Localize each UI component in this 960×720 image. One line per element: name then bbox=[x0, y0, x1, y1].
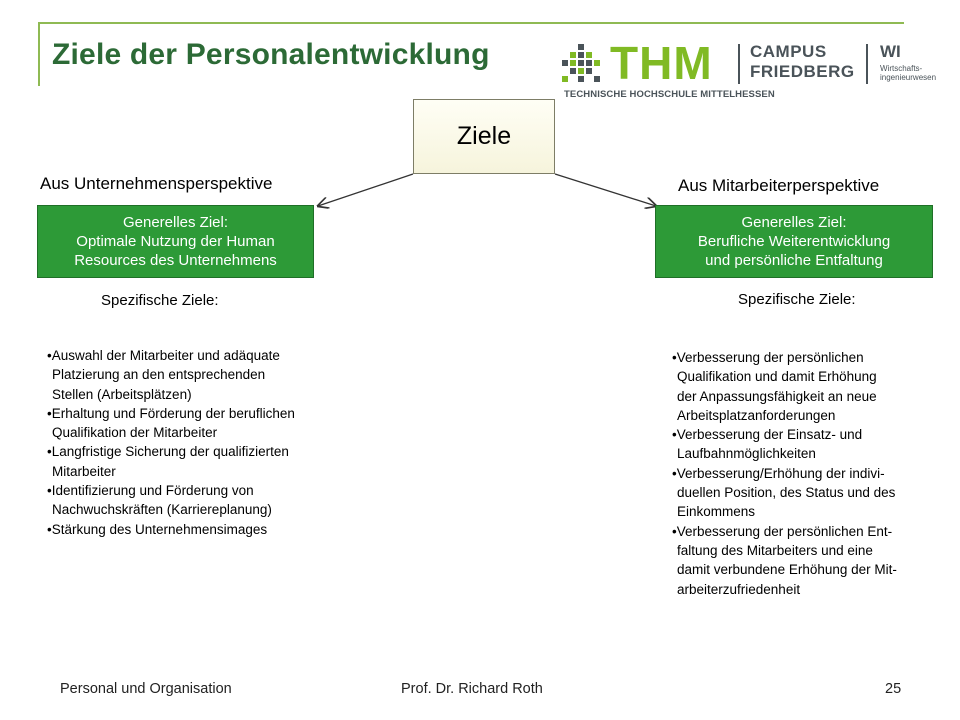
goals-box bbox=[413, 99, 555, 174]
company-perspective-heading: Aus Unternehmensperspektive bbox=[40, 174, 273, 193]
logo-campus-line1: CAMPUS bbox=[750, 42, 827, 61]
logo-dept: WI bbox=[880, 42, 901, 61]
employee-specific-goals-label: Spezifische Ziele: bbox=[738, 291, 856, 308]
employee-goal-line1: Generelles Ziel: bbox=[741, 214, 847, 231]
slide-title: Ziele der Personalentwicklung bbox=[52, 38, 490, 71]
logo-dept-sub2: ingenieurwesen bbox=[880, 73, 937, 82]
footer-course: Personal und Organisation bbox=[60, 681, 232, 697]
arrow-right bbox=[555, 174, 656, 206]
employee-goal-line3: und persönliche Entfaltung bbox=[705, 252, 883, 269]
company-goal-line1: Generelles Ziel: bbox=[122, 214, 229, 231]
list-item: •Erhaltung und Förderung der beruflichen Qualifikation der Mitarbeiter bbox=[47, 405, 295, 441]
list-item: •Identifizierung und Förderung von Nachwuchskräften (Karriereplanung) bbox=[47, 483, 272, 518]
employee-goal-line2: Berufliche Weiterentwicklung bbox=[697, 233, 891, 250]
arrow-left bbox=[318, 174, 413, 206]
logo-wordmark: THM bbox=[610, 37, 713, 89]
footer-author: Prof. Dr. Richard Roth bbox=[401, 681, 543, 697]
company-goals-list bbox=[47, 346, 295, 539]
logo-subtitle: TECHNISCHE HOCHSCHULE MITTELHESSEN bbox=[564, 89, 775, 100]
employee-goals-list bbox=[672, 348, 897, 599]
footer-page-number: 25 bbox=[885, 681, 902, 697]
list-item: •Verbesserung/Erhöhung der indivi- duellen Position, des Status und des Einkommens bbox=[672, 465, 896, 520]
employee-perspective-heading: Aus Mitarbeiterperspektive bbox=[678, 176, 880, 195]
company-specific-goals-label: Spezifische Ziele: bbox=[101, 292, 219, 309]
company-general-goal-box bbox=[37, 205, 314, 278]
list-item: •Verbesserung der persönlichen Qualifikation und damit Erhöhung der Anpassungsfähigkeit an neue Arbeitsplatzanforderungen bbox=[672, 350, 877, 423]
company-goal-line3: Resources des Unternehmens bbox=[74, 252, 277, 269]
list-item: •Verbesserung der Einsatz- und Laufbahnmöglichkeiten bbox=[672, 427, 863, 462]
logo-dept-sub1: Wirtschafts- bbox=[880, 64, 923, 73]
list-item: •Stärkung des Unternehmensimages bbox=[47, 521, 268, 537]
employee-general-goal-box bbox=[655, 205, 933, 278]
list-item: •Langfristige Sicherung der qualifizierten Mitarbeiter bbox=[47, 444, 289, 479]
goals-label: Ziele bbox=[456, 122, 512, 150]
list-item: •Auswahl der Mitarbeiter und adäquate Platzierung an den entsprechenden Stellen (Arbeitsplätzen) bbox=[47, 348, 280, 402]
company-goal-line2: Optimale Nutzung der Human bbox=[76, 233, 275, 250]
list-item: •Verbesserung der persönlichen Ent- faltung des Mitarbeiters und eine damit verbundene Erhöhung der Mit- arbeiterzufriedenheit bbox=[672, 523, 897, 597]
logo-campus-line2: FRIEDBERG bbox=[750, 62, 855, 81]
